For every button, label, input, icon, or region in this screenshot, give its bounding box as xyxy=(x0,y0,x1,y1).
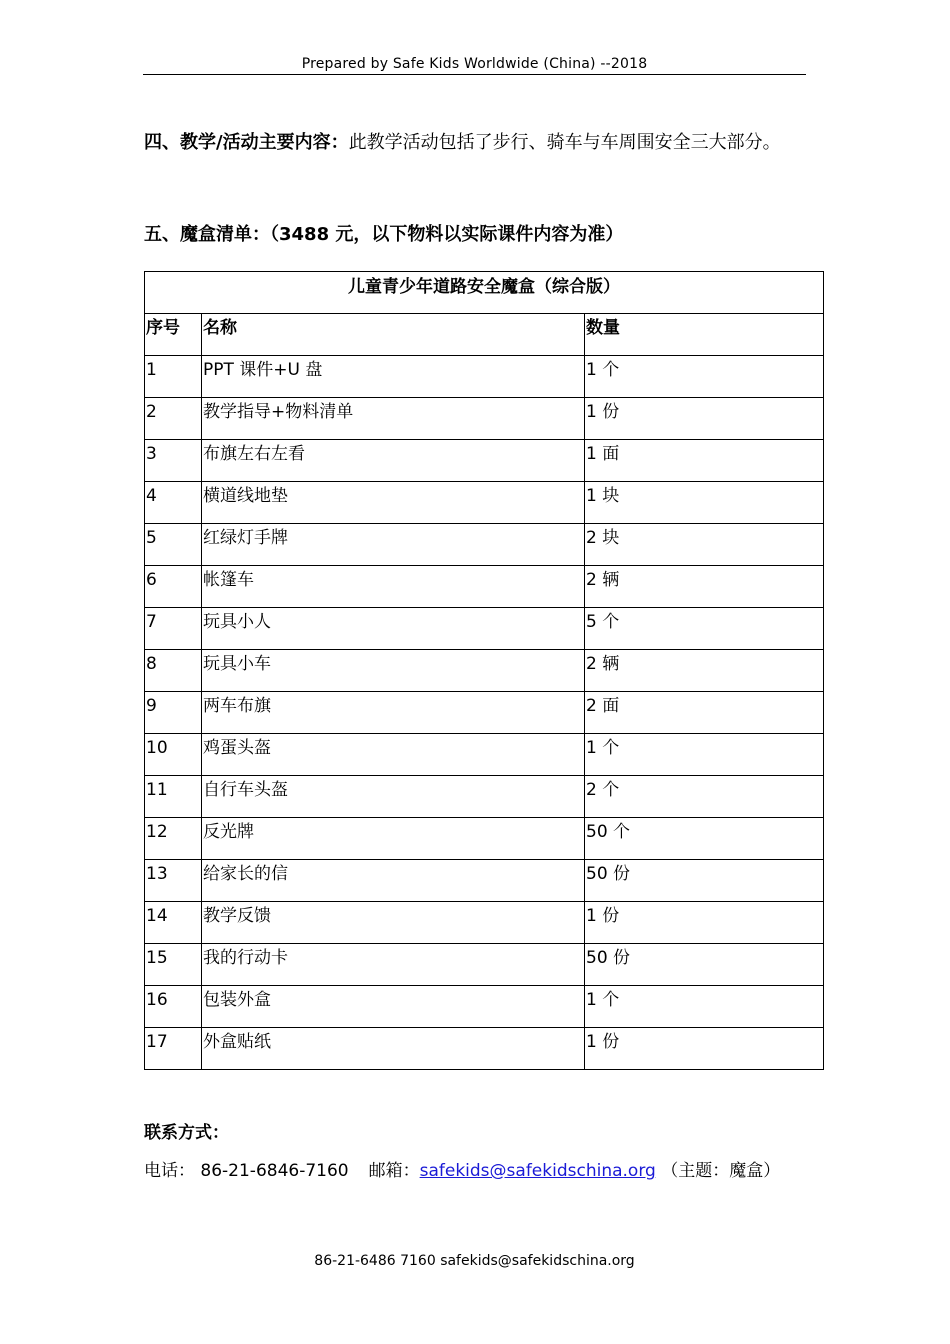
table-body xyxy=(145,356,824,1070)
email-label: 邮箱： xyxy=(368,1161,420,1181)
row-number-cell: 3 xyxy=(145,440,202,482)
table-row xyxy=(145,692,824,734)
row-number-cell: 8 xyxy=(145,650,202,692)
item-name-cell: 红绿灯手牌 xyxy=(202,524,585,566)
item-quantity-cell: 1 份 xyxy=(585,1028,824,1070)
item-quantity-cell: 5 个 xyxy=(585,608,824,650)
row-number-cell: 16 xyxy=(145,986,202,1028)
item-quantity-cell: 1 个 xyxy=(585,734,824,776)
kit-contents-table xyxy=(144,271,824,1070)
page-footer: 86-21-6486 7160 safekids@safekidschina.org xyxy=(314,1253,635,1269)
item-name-cell: 包装外盒 xyxy=(202,986,585,1028)
item-quantity-cell: 1 个 xyxy=(585,986,824,1028)
table-row xyxy=(145,818,824,860)
section-five-heading xyxy=(144,220,623,246)
item-name-cell: 自行车头盔 xyxy=(202,776,585,818)
table-row xyxy=(145,440,824,482)
row-number-cell: 6 xyxy=(145,566,202,608)
row-number-cell: 15 xyxy=(145,944,202,986)
item-name-cell: 帐篷车 xyxy=(202,566,585,608)
item-quantity-cell: 50 份 xyxy=(585,860,824,902)
table-row xyxy=(145,566,824,608)
table-row xyxy=(145,986,824,1028)
item-quantity-cell: 2 辆 xyxy=(585,650,824,692)
phone-number: 86-21-6846-7160 xyxy=(200,1161,349,1181)
item-quantity-cell: 2 辆 xyxy=(585,566,824,608)
column-header-name: 名称 xyxy=(202,314,585,356)
phone-label: 电话： xyxy=(144,1161,195,1181)
table-row xyxy=(145,734,824,776)
row-number-cell: 1 xyxy=(145,356,202,398)
item-name-cell: 布旗左右左看 xyxy=(202,440,585,482)
contact-line xyxy=(144,1156,780,1181)
email-link[interactable]: safekids@safekidschina.org xyxy=(419,1161,656,1181)
item-name-cell: 教学反馈 xyxy=(202,902,585,944)
item-name-cell: 我的行动卡 xyxy=(202,944,585,986)
row-number-cell: 13 xyxy=(145,860,202,902)
table-row xyxy=(145,944,824,986)
column-header-quantity: 数量 xyxy=(585,314,824,356)
item-name-cell: PPT 课件+U 盘 xyxy=(202,356,585,398)
table-row xyxy=(145,608,824,650)
item-name-cell: 横道线地垫 xyxy=(202,482,585,524)
table-row xyxy=(145,902,824,944)
table-row xyxy=(145,776,824,818)
item-quantity-cell: 1 份 xyxy=(585,902,824,944)
table-row xyxy=(145,482,824,524)
row-number-cell: 10 xyxy=(145,734,202,776)
table-row xyxy=(145,524,824,566)
table-row xyxy=(145,860,824,902)
row-number-cell: 2 xyxy=(145,398,202,440)
row-number-cell: 5 xyxy=(145,524,202,566)
row-number-cell: 12 xyxy=(145,818,202,860)
table-row xyxy=(145,1028,824,1070)
item-quantity-cell: 2 个 xyxy=(585,776,824,818)
row-number-cell: 7 xyxy=(145,608,202,650)
section-five-title: 五、魔盒清单：（3488 元，以下物料以实际课件内容为准） xyxy=(144,224,624,245)
row-number-cell: 9 xyxy=(145,692,202,734)
item-name-cell: 外盒贴纸 xyxy=(202,1028,585,1070)
item-name-cell: 玩具小人 xyxy=(202,608,585,650)
item-quantity-cell: 2 块 xyxy=(585,524,824,566)
row-number-cell: 14 xyxy=(145,902,202,944)
item-quantity-cell: 50 份 xyxy=(585,944,824,986)
section-four-heading xyxy=(144,128,781,154)
item-quantity-cell: 1 面 xyxy=(585,440,824,482)
row-number-cell: 17 xyxy=(145,1028,202,1070)
section-four-body: 此教学活动包括了步行、骑车与车周围安全三大部分。 xyxy=(348,132,781,153)
item-quantity-cell: 2 面 xyxy=(585,692,824,734)
contact-heading: 联系方式： xyxy=(144,1123,229,1143)
page-header: Prepared by Safe Kids Worldwide (China) --2018 xyxy=(301,56,648,72)
table-caption: 儿童青少年道路安全魔盒（综合版） xyxy=(145,272,824,314)
table-row xyxy=(145,398,824,440)
row-number-cell: 11 xyxy=(145,776,202,818)
item-name-cell: 两车布旗 xyxy=(202,692,585,734)
column-header-number: 序号 xyxy=(145,314,202,356)
item-name-cell: 反光牌 xyxy=(202,818,585,860)
table-header-row xyxy=(145,314,824,356)
item-quantity-cell: 1 份 xyxy=(585,398,824,440)
item-name-cell: 鸡蛋头盔 xyxy=(202,734,585,776)
item-quantity-cell: 50 个 xyxy=(585,818,824,860)
header-divider xyxy=(143,74,806,75)
row-number-cell: 4 xyxy=(145,482,202,524)
table-caption-row xyxy=(145,272,824,314)
table-row xyxy=(145,356,824,398)
item-name-cell: 给家长的信 xyxy=(202,860,585,902)
section-four-title: 四、教学/活动主要内容： xyxy=(144,132,349,153)
email-subject-note: （主题：魔盒） xyxy=(661,1161,781,1181)
item-name-cell: 玩具小车 xyxy=(202,650,585,692)
table-row xyxy=(145,650,824,692)
item-name-cell: 教学指导+物料清单 xyxy=(202,398,585,440)
item-quantity-cell: 1 个 xyxy=(585,356,824,398)
item-quantity-cell: 1 块 xyxy=(585,482,824,524)
